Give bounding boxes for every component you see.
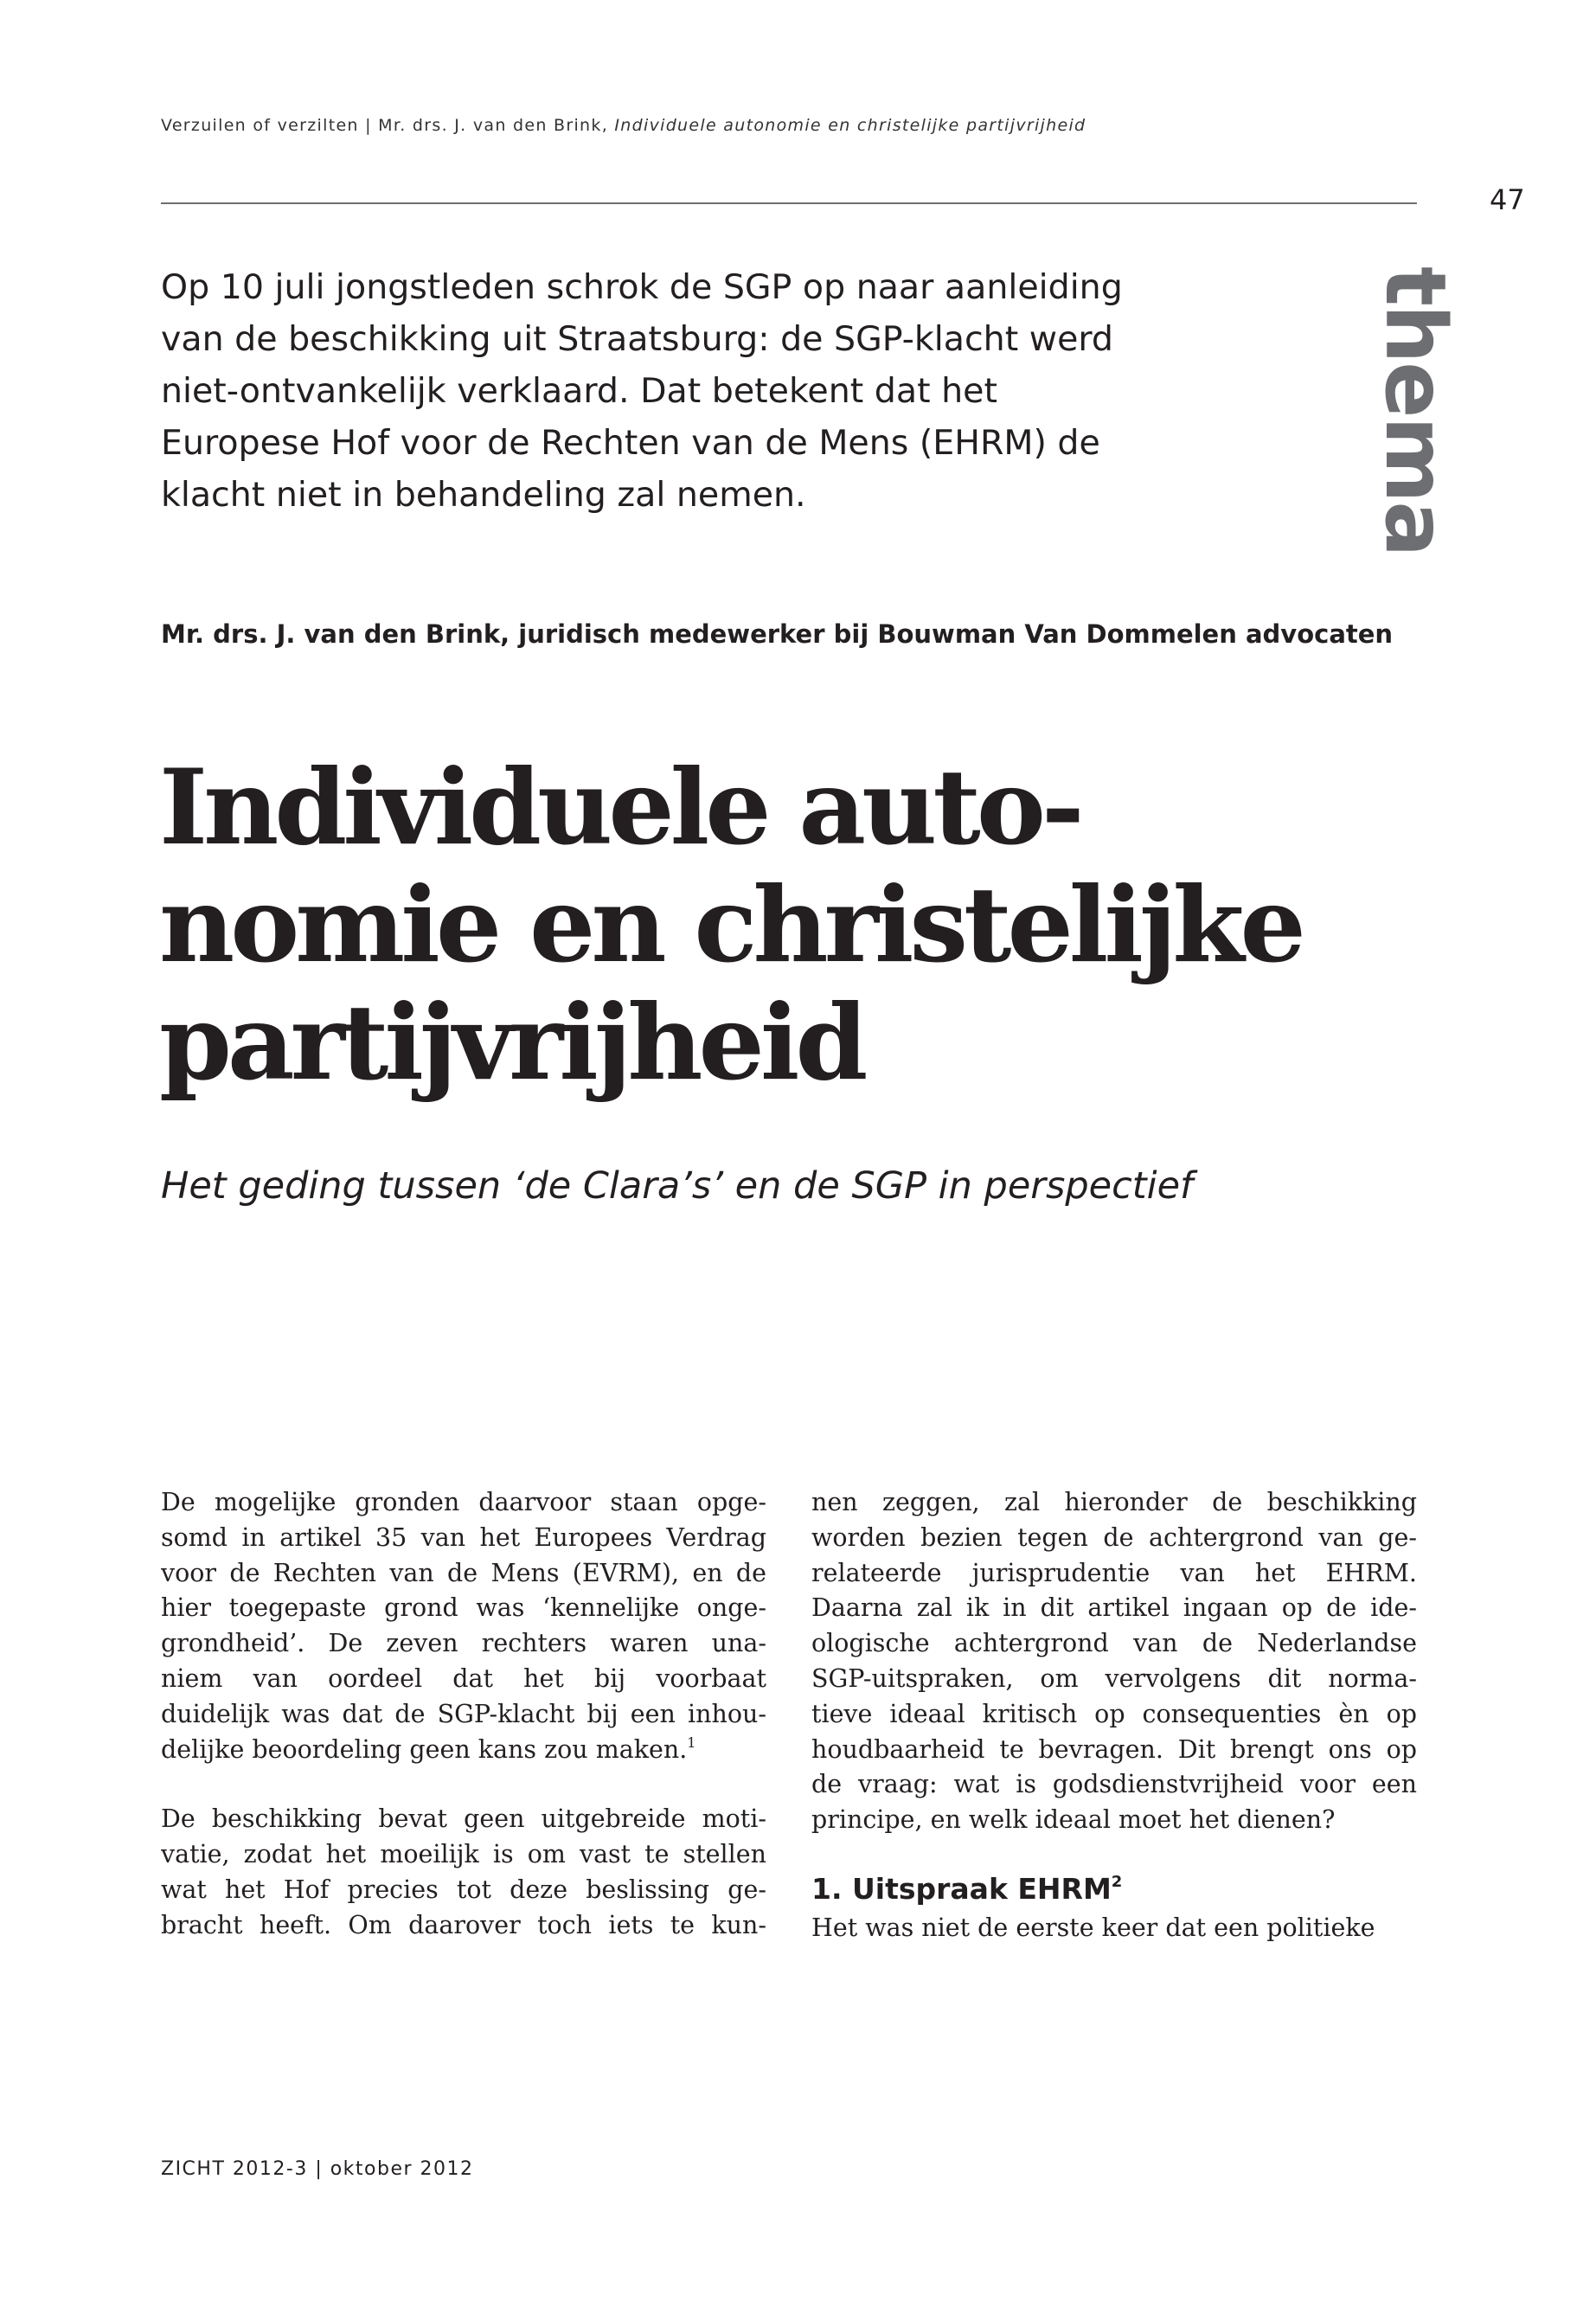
title-line: nomie en christelijke	[159, 864, 1302, 986]
title-line: Individuele auto-	[159, 747, 1080, 868]
body-column-left	[161, 1485, 766, 1944]
body-line: tieve ideaal kritisch op consequenties èn op	[811, 1699, 1417, 1728]
body-line: nen zeggen, zal hieronder de beschikking	[811, 1488, 1417, 1516]
intro-line: niet-ontvankelijk verklaard. Dat betekent dat het	[161, 371, 997, 411]
body-line: bracht heeft. Om daarover toch iets te kun-	[161, 1910, 766, 1939]
body-line: De mogelijke gronden daarvoor staan opge-	[161, 1488, 766, 1516]
body-line: niem van oordeel dat het bij voorbaat	[161, 1663, 766, 1693]
title-line: partijvrijheid	[159, 982, 864, 1104]
article-title	[159, 749, 1439, 1102]
intro-line: van de beschikking uit Straatsburg: de SGP-klacht werd	[161, 319, 1113, 359]
body-line: wat het Hof precies tot deze beslissing ge-	[161, 1875, 766, 1904]
intro-line: Op 10 juli jongstleden schrok de SGP op naar aanleiding	[161, 267, 1123, 307]
body-line	[161, 1733, 766, 1768]
body-line: somd in artikel 35 van het Europees Verdrag	[161, 1522, 766, 1552]
body-line: duidelijk was dat de SGP-klacht bij een inhou-	[161, 1699, 766, 1728]
body-line: SGP-uitspraken, om vervolgens dit norma-	[811, 1663, 1417, 1693]
body-line: worden bezien tegen de achtergrond van ge-	[811, 1522, 1417, 1552]
section-label-thema: thema	[1367, 266, 1464, 556]
body-column-right	[811, 1485, 1417, 1946]
body-line: vatie, zodat het moeilijk is om vast te stellen	[161, 1840, 766, 1869]
body-line-text: delijke beoordeling geen kans zou maken.	[161, 1734, 688, 1764]
body-line: ologische achtergrond van de Nederlandse	[811, 1629, 1417, 1658]
intro-line: Europese Hof voor de Rechten van de Mens (EHRM) de	[161, 423, 1100, 463]
body-line: De beschikking bevat geen uitgebreide moti-	[161, 1804, 766, 1834]
body-line: houdbaarheid te bevragen. Dit brengt ons op	[811, 1734, 1417, 1764]
article-subtitle: Het geding tussen ‘de Clara’s’ en de SGP in perspectief	[161, 1164, 1194, 1208]
running-head-italic: Individuele autonomie en christelijke partijvrijheid	[614, 116, 1086, 135]
section-heading-text: 1. Uitspraak EHRM	[811, 1871, 1112, 1906]
intro-line: klacht niet in behandeling zal nemen.	[161, 475, 806, 515]
body-line: hier toegepaste grond was ‘kennelijke onge-	[161, 1593, 766, 1623]
intro-lead	[161, 261, 1164, 521]
author-byline: Mr. drs. J. van den Brink, juridisch medewerker bij Bouwman Van Dommelen advocaten	[161, 619, 1394, 649]
header-rule	[161, 202, 1417, 204]
body-line: principe, en welk ideaal moet het dienen?	[811, 1805, 1336, 1835]
body-line: Daarna zal ik in dit artikel ingaan op de ide-	[811, 1593, 1417, 1623]
body-line: grondheid’. De zeven rechters waren una-	[161, 1629, 766, 1658]
body-line: voor de Rechten van de Mens (EVRM), en de	[161, 1558, 766, 1587]
page-number: 47	[1490, 183, 1525, 216]
page-footer: ZICHT 2012-3 | oktober 2012	[161, 2158, 474, 2180]
body-line: Het was niet de eerste keer dat een politieke	[811, 1913, 1375, 1942]
footnote-reference[interactable]: 2	[1111, 1872, 1123, 1891]
paragraph-gap	[161, 1767, 766, 1802]
footnote-reference[interactable]: 1	[687, 1734, 696, 1751]
body-line: relateerde jurisprudentie van het EHRM.	[811, 1558, 1417, 1587]
running-head-plain: Verzuilen of verzilten | Mr. drs. J. van den Brink,	[161, 116, 609, 135]
body-line: de vraag: wat is godsdienstvrijheid voor een	[811, 1770, 1417, 1799]
running-head	[161, 116, 1086, 135]
section-heading	[811, 1871, 1417, 1911]
